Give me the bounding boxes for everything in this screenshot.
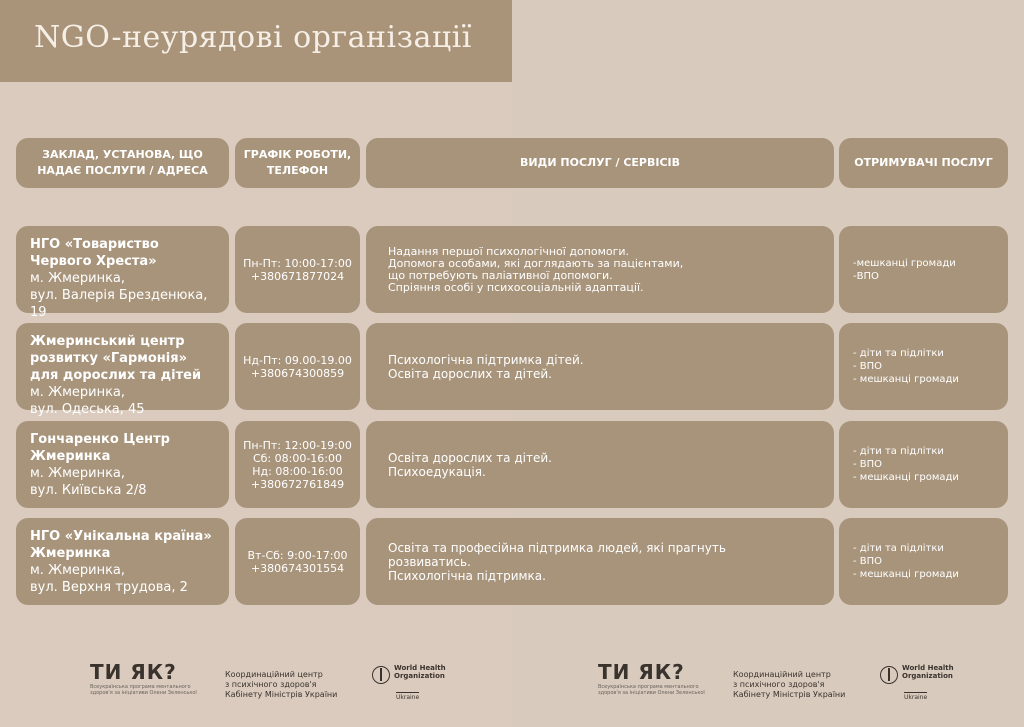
- institution-name: НГО «Товариство: [30, 237, 159, 252]
- schedule-line: +380674301554: [250, 561, 345, 575]
- schedule-line: +380671877024: [250, 269, 345, 283]
- institution-name: Жмеринський центр: [30, 334, 185, 349]
- services-cell: [366, 518, 834, 605]
- institution-address: м. Жмеринка,: [30, 466, 126, 481]
- service-line: Психоедукація.: [388, 464, 486, 479]
- institution-name: Червого Хреста»: [30, 254, 157, 269]
- schedule-line: Сб: 08:00-16:00: [252, 451, 343, 465]
- recipient-line: - діти та підлітки: [853, 446, 944, 457]
- institution-cell: [16, 518, 229, 605]
- institution-name: Жмеринка: [30, 449, 111, 464]
- recipient-line: - мешканці громади: [853, 472, 959, 483]
- schedule-cell: [235, 421, 360, 508]
- recipient-line: - діти та підлітки: [853, 348, 944, 359]
- service-line: Освіта дорослих та дітей.: [388, 450, 552, 465]
- service-line: Допомога особами, які доглядають за пацієнтами,: [388, 256, 684, 270]
- coordination-center: Координаційний центр з психічного здоров'я Кабінету Міністрів України: [225, 670, 338, 699]
- page-title: NGO-неурядові організації: [34, 20, 472, 55]
- recipient-line: -мешканці громади: [853, 257, 956, 269]
- header-services: ВИДИ ПОСЛУГ / СЕРВІСІВ: [366, 138, 834, 188]
- institution-address: вул. Одеська, 45: [30, 402, 145, 417]
- recipients-cell: [839, 421, 1008, 508]
- service-line: Освіта дорослих та дітей.: [388, 366, 552, 381]
- header-institution: ЗАКЛАД, УСТАНОВА, ЩО НАДАЄ ПОСЛУГИ / АДРЕСА: [16, 138, 229, 188]
- recipient-line: - мешканці громади: [853, 569, 959, 580]
- schedule-cell: [235, 226, 360, 313]
- service-line: Психологічна підтримка.: [388, 568, 546, 583]
- footer-left: ТИ ЯК? Всеукраїнська програма ментального здоров'я за ініціативи Олени Зеленської Координаційний центр з психічного здоров'я Кабінету Міністрів України World Health Organization Ukraine: [90, 660, 446, 701]
- recipients-cell: [839, 323, 1008, 410]
- services-cell: [366, 323, 834, 410]
- institution-name: для дорослих та дітей: [30, 368, 202, 383]
- schedule-line: Вт-Сб: 9:00-17:00: [247, 548, 348, 562]
- recipient-line: - ВПО: [853, 459, 883, 470]
- institution-name: Гончаренко Центр: [30, 432, 170, 447]
- institution-name: НГО «Унікальна країна»: [30, 529, 212, 544]
- institution-address: вул. Валерія Брезденюка, 19: [30, 288, 208, 320]
- recipients-cell: [839, 518, 1008, 605]
- tyak-logo-text: ТИ ЯК?: [90, 660, 177, 684]
- service-line: Психологічна підтримка дітей.: [388, 352, 584, 367]
- institution-name: Жмеринка: [30, 546, 111, 561]
- globe-icon: [372, 666, 390, 684]
- recipient-line: - ВПО: [853, 361, 883, 372]
- service-line: що потребують паліативної допомоги.: [388, 268, 613, 282]
- header-recipients: ОТРИМУВАЧІ ПОСЛУГ: [839, 138, 1008, 188]
- title-bar: [0, 0, 512, 82]
- services-cell: [366, 226, 834, 313]
- tyak-logo: [90, 660, 200, 696]
- tyak-subtitle: Всеукраїнська програма ментального здоров'я за ініціативи Олени Зеленської: [598, 684, 705, 696]
- institution-address: м. Жмеринка,: [30, 385, 126, 400]
- header-schedule: ГРАФІК РОБОТИ, ТЕЛЕФОН: [235, 138, 360, 188]
- schedule-line: +380672761849: [250, 477, 345, 491]
- institution-address: вул. Верхня трудова, 2: [30, 580, 188, 595]
- coordination-center: Координаційний центр з психічного здоров'я Кабінету Міністрів України: [733, 670, 846, 699]
- institution-name: розвитку «Гармонія»: [30, 351, 187, 366]
- tyak-subtitle: Всеукраїнська програма ментального здоров'я за ініціативи Олени Зеленської: [90, 684, 197, 696]
- schedule-cell: [235, 518, 360, 605]
- recipient-line: -ВПО: [853, 270, 879, 282]
- service-line: Спріяння особі у психосоціальній адаптації.: [388, 280, 644, 294]
- institution-address: вул. Київська 2/8: [30, 483, 147, 498]
- institution-cell: [16, 323, 229, 417]
- institution-cell: [16, 421, 229, 508]
- recipients-cell: [839, 226, 1008, 313]
- schedule-line: Нд-Пт: 09.00-19.00: [243, 353, 352, 367]
- footer-right: ТИ ЯК? Всеукраїнська програма ментального здоров'я за ініціативи Олени Зеленської Координаційний центр з психічного здоров'я Кабінету Міністрів України World Health Organization Ukraine: [598, 660, 954, 701]
- schedule-line: Пн-Пт: 10:00-17:00: [243, 256, 352, 270]
- services-cell: [366, 421, 834, 508]
- recipient-line: - мешканці громади: [853, 374, 959, 385]
- schedule-line: Нд: 08:00-16:00: [252, 464, 343, 478]
- recipient-line: - ВПО: [853, 556, 883, 567]
- institution-address: м. Жмеринка,: [30, 563, 126, 578]
- institution-address: м. Жмеринка,: [30, 271, 126, 286]
- institution-cell: [16, 226, 229, 320]
- schedule-cell: [235, 323, 360, 410]
- service-line: Надання першої психологічної допомоги.: [388, 244, 630, 258]
- schedule-line: Пн-Пт: 12:00-19:00: [243, 438, 352, 452]
- service-line: Освіта та професійна підтримка людей, які прагнуть розвиватись.: [388, 540, 726, 569]
- tyak-logo-text: ТИ ЯК?: [598, 660, 685, 684]
- recipient-line: - діти та підлітки: [853, 543, 944, 554]
- schedule-line: +380674300859: [250, 366, 345, 380]
- tyak-logo: [598, 660, 708, 696]
- globe-icon: [880, 666, 898, 684]
